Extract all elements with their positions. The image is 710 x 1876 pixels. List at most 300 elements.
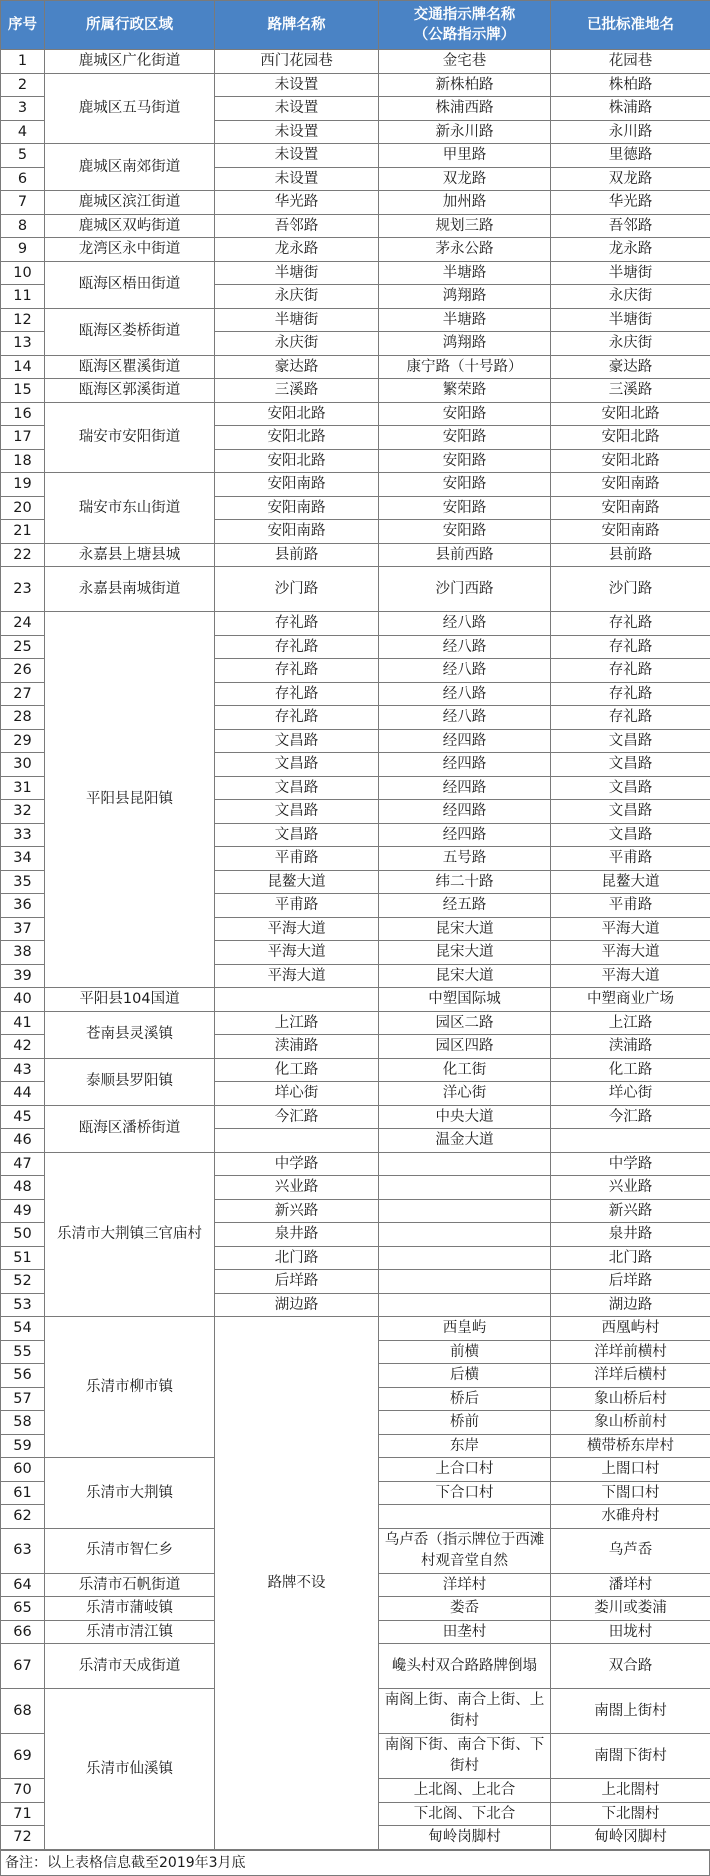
row-traffic-sign: 株浦西路 xyxy=(379,97,551,121)
row-standard-name: 豪达路 xyxy=(551,355,710,379)
header-index: 序号 xyxy=(1,1,45,50)
row-standard-name: 上閤口村 xyxy=(551,1458,710,1482)
row-road-sign: 半塘街 xyxy=(215,261,379,285)
row-traffic-sign: 经五路 xyxy=(379,894,551,918)
row-traffic-sign: 安阳路 xyxy=(379,520,551,544)
row-standard-name: 上北閤村 xyxy=(551,1779,710,1803)
table-row xyxy=(1,612,710,636)
row-traffic-sign: 安阳路 xyxy=(379,402,551,426)
row-road-sign: 存礼路 xyxy=(215,612,379,636)
row-standard-name xyxy=(551,1129,710,1153)
table-row xyxy=(1,1105,710,1129)
row-region: 永嘉县上塘县城 xyxy=(45,543,215,567)
row-region: 瓯海区梧田街道 xyxy=(45,261,215,308)
header-traffic-sign: 交通指示牌名称 （公路指示牌） xyxy=(379,1,551,50)
row-index: 38 xyxy=(1,941,45,965)
row-road-sign: 存礼路 xyxy=(215,659,379,683)
row-road-sign: 存礼路 xyxy=(215,682,379,706)
row-road-sign: 安阳北路 xyxy=(215,426,379,450)
row-index: 18 xyxy=(1,449,45,473)
table-row xyxy=(1,379,710,403)
row-standard-name: 华光路 xyxy=(551,191,710,215)
row-standard-name: 龙永路 xyxy=(551,238,710,262)
row-index: 51 xyxy=(1,1246,45,1270)
row-standard-name: 文昌路 xyxy=(551,753,710,777)
row-region: 瓯海区瞿溪街道 xyxy=(45,355,215,379)
row-region: 龙湾区永中街道 xyxy=(45,238,215,262)
row-standard-name: 株浦路 xyxy=(551,97,710,121)
row-region: 瓯海区潘桥街道 xyxy=(45,1105,215,1152)
row-standard-name: 安阳南路 xyxy=(551,496,710,520)
row-index: 63 xyxy=(1,1528,45,1573)
row-traffic-sign: 双龙路 xyxy=(379,167,551,191)
row-traffic-sign: 安阳路 xyxy=(379,449,551,473)
row-region: 鹿城区南郊街道 xyxy=(45,144,215,191)
row-region: 瑞安市东山街道 xyxy=(45,473,215,544)
row-standard-name: 南閤下街村 xyxy=(551,1734,710,1779)
row-traffic-sign: 半塘路 xyxy=(379,308,551,332)
row-standard-name: 文昌路 xyxy=(551,776,710,800)
table-row xyxy=(1,1317,710,1341)
row-traffic-sign: 经八路 xyxy=(379,706,551,730)
row-index: 11 xyxy=(1,285,45,309)
table-row xyxy=(1,988,710,1012)
row-standard-name: 南閤上街村 xyxy=(551,1689,710,1734)
row-region: 苍南县灵溪镇 xyxy=(45,1011,215,1058)
row-traffic-sign: 化工街 xyxy=(379,1058,551,1082)
row-index: 70 xyxy=(1,1779,45,1803)
table-body xyxy=(1,50,710,1850)
row-index: 19 xyxy=(1,473,45,497)
row-index: 37 xyxy=(1,917,45,941)
row-region: 乐清市清江镇 xyxy=(45,1620,215,1644)
row-index: 27 xyxy=(1,682,45,706)
row-standard-name: 存礼路 xyxy=(551,706,710,730)
row-index: 30 xyxy=(1,753,45,777)
row-standard-name: 文昌路 xyxy=(551,823,710,847)
row-road-sign: 平海大道 xyxy=(215,941,379,965)
row-road-sign: 今汇路 xyxy=(215,1105,379,1129)
row-road-sign: 渎浦路 xyxy=(215,1035,379,1059)
row-traffic-sign xyxy=(379,1270,551,1294)
row-road-sign: 兴业路 xyxy=(215,1176,379,1200)
row-standard-name: 文昌路 xyxy=(551,800,710,824)
row-standard-name: 湖边路 xyxy=(551,1293,710,1317)
row-traffic-sign: 南阁上街、南合上街、上街村 xyxy=(379,1689,551,1734)
row-index: 5 xyxy=(1,144,45,168)
table-row xyxy=(1,1011,710,1035)
row-region: 乐清市大荆镇 xyxy=(45,1458,215,1529)
row-region: 鹿城区双屿街道 xyxy=(45,214,215,238)
row-standard-name: 洋垟前横村 xyxy=(551,1340,710,1364)
row-traffic-sign xyxy=(379,1293,551,1317)
row-standard-name: 存礼路 xyxy=(551,612,710,636)
row-standard-name: 安阳南路 xyxy=(551,473,710,497)
row-standard-name: 吾邻路 xyxy=(551,214,710,238)
row-road-sign: 安阳南路 xyxy=(215,473,379,497)
table-row xyxy=(1,355,710,379)
table-row xyxy=(1,261,710,285)
row-standard-name: 平海大道 xyxy=(551,964,710,988)
row-index: 32 xyxy=(1,800,45,824)
row-region: 瑞安市安阳街道 xyxy=(45,402,215,473)
row-traffic-sign: 繁荣路 xyxy=(379,379,551,403)
row-traffic-sign: 昆宋大道 xyxy=(379,964,551,988)
row-road-sign xyxy=(215,988,379,1012)
row-index: 9 xyxy=(1,238,45,262)
row-index: 46 xyxy=(1,1129,45,1153)
row-index: 66 xyxy=(1,1620,45,1644)
row-standard-name: 下閤口村 xyxy=(551,1481,710,1505)
row-region: 泰顺县罗阳镇 xyxy=(45,1058,215,1105)
row-index: 49 xyxy=(1,1199,45,1223)
row-traffic-sign: 经八路 xyxy=(379,659,551,683)
row-traffic-sign: 昆宋大道 xyxy=(379,941,551,965)
row-index: 62 xyxy=(1,1505,45,1529)
row-region: 乐清市仙溪镇 xyxy=(45,1689,215,1850)
table-row xyxy=(1,473,710,497)
row-index: 24 xyxy=(1,612,45,636)
row-index: 54 xyxy=(1,1317,45,1341)
row-traffic-sign: 下合口村 xyxy=(379,1481,551,1505)
row-road-sign xyxy=(215,1129,379,1153)
row-road-sign: 文昌路 xyxy=(215,776,379,800)
row-standard-name: 里德路 xyxy=(551,144,710,168)
row-traffic-sign: 鸿翔路 xyxy=(379,285,551,309)
row-region: 永嘉县南城街道 xyxy=(45,567,215,612)
row-traffic-sign: 园区二路 xyxy=(379,1011,551,1035)
row-index: 29 xyxy=(1,729,45,753)
row-standard-name: 安阳北路 xyxy=(551,426,710,450)
row-standard-name: 乌芦岙 xyxy=(551,1528,710,1573)
row-index: 67 xyxy=(1,1644,45,1689)
row-index: 52 xyxy=(1,1270,45,1294)
row-standard-name: 田垅村 xyxy=(551,1620,710,1644)
row-standard-name: 新兴路 xyxy=(551,1199,710,1223)
row-index: 2 xyxy=(1,73,45,97)
row-index: 23 xyxy=(1,567,45,612)
row-index: 57 xyxy=(1,1387,45,1411)
table-row xyxy=(1,214,710,238)
row-traffic-sign: 半塘路 xyxy=(379,261,551,285)
row-index: 16 xyxy=(1,402,45,426)
row-traffic-sign xyxy=(379,1505,551,1529)
row-index: 45 xyxy=(1,1105,45,1129)
row-standard-name: 半塘街 xyxy=(551,261,710,285)
row-standard-name: 洋垟后横村 xyxy=(551,1364,710,1388)
header-region: 所属行政区域 xyxy=(45,1,215,50)
row-traffic-sign: 洋垟村 xyxy=(379,1573,551,1597)
row-road-sign: 中学路 xyxy=(215,1152,379,1176)
row-standard-name: 永庆街 xyxy=(551,285,710,309)
row-standard-name: 双龙路 xyxy=(551,167,710,191)
table-row xyxy=(1,191,710,215)
row-standard-name: 甸岭冈脚村 xyxy=(551,1826,710,1850)
header-road-sign: 路牌名称 xyxy=(215,1,379,50)
row-traffic-sign: 下北阁、下北合 xyxy=(379,1802,551,1826)
row-index: 17 xyxy=(1,426,45,450)
row-traffic-sign: 经四路 xyxy=(379,729,551,753)
row-index: 65 xyxy=(1,1597,45,1621)
row-region: 鹿城区广化街道 xyxy=(45,50,215,74)
row-region: 平阳县104国道 xyxy=(45,988,215,1012)
row-traffic-sign: 县前西路 xyxy=(379,543,551,567)
header-row xyxy=(1,1,710,50)
row-standard-name: 中学路 xyxy=(551,1152,710,1176)
row-road-sign: 平甫路 xyxy=(215,894,379,918)
row-traffic-sign xyxy=(379,1199,551,1223)
row-traffic-sign: 经四路 xyxy=(379,823,551,847)
row-index: 28 xyxy=(1,706,45,730)
row-traffic-sign: 经八路 xyxy=(379,635,551,659)
table-row xyxy=(1,1058,710,1082)
row-traffic-sign: 沙门西路 xyxy=(379,567,551,612)
row-road-sign: 安阳南路 xyxy=(215,496,379,520)
row-traffic-sign: 安阳路 xyxy=(379,473,551,497)
row-traffic-sign: 东岸 xyxy=(379,1434,551,1458)
row-index: 10 xyxy=(1,261,45,285)
row-index: 39 xyxy=(1,964,45,988)
row-region: 鹿城区滨江街道 xyxy=(45,191,215,215)
row-traffic-sign: 新永川路 xyxy=(379,120,551,144)
row-index: 7 xyxy=(1,191,45,215)
row-index: 41 xyxy=(1,1011,45,1035)
row-index: 71 xyxy=(1,1802,45,1826)
row-traffic-sign: 温金大道 xyxy=(379,1129,551,1153)
row-traffic-sign: 上合口村 xyxy=(379,1458,551,1482)
row-index: 20 xyxy=(1,496,45,520)
row-standard-name: 株柏路 xyxy=(551,73,710,97)
row-traffic-sign: 甸岭岗脚村 xyxy=(379,1826,551,1850)
row-road-sign: 未设置 xyxy=(215,73,379,97)
row-traffic-sign: 田垄村 xyxy=(379,1620,551,1644)
row-standard-name: 平甫路 xyxy=(551,847,710,871)
row-road-sign: 未设置 xyxy=(215,120,379,144)
row-standard-name: 沙门路 xyxy=(551,567,710,612)
row-standard-name: 平海大道 xyxy=(551,917,710,941)
row-standard-name: 下北閤村 xyxy=(551,1802,710,1826)
row-road-sign: 永庆街 xyxy=(215,332,379,356)
row-traffic-sign: 中央大道 xyxy=(379,1105,551,1129)
row-traffic-sign: 经四路 xyxy=(379,776,551,800)
row-index: 15 xyxy=(1,379,45,403)
row-standard-name: 三溪路 xyxy=(551,379,710,403)
row-index: 31 xyxy=(1,776,45,800)
row-traffic-sign: 昆宋大道 xyxy=(379,917,551,941)
table-row xyxy=(1,238,710,262)
row-index: 42 xyxy=(1,1035,45,1059)
row-standard-name: 花园巷 xyxy=(551,50,710,74)
row-standard-name: 安阳南路 xyxy=(551,520,710,544)
row-index: 8 xyxy=(1,214,45,238)
row-road-sign: 北门路 xyxy=(215,1246,379,1270)
row-traffic-sign xyxy=(379,1152,551,1176)
row-traffic-sign: 后横 xyxy=(379,1364,551,1388)
row-road-sign: 半塘街 xyxy=(215,308,379,332)
row-traffic-sign: 经八路 xyxy=(379,612,551,636)
row-road-sign: 华光路 xyxy=(215,191,379,215)
row-traffic-sign: 西皇屿 xyxy=(379,1317,551,1341)
row-standard-name: 横带桥东岸村 xyxy=(551,1434,710,1458)
row-index: 22 xyxy=(1,543,45,567)
row-standard-name: 上江路 xyxy=(551,1011,710,1035)
row-standard-name: 垟心街 xyxy=(551,1082,710,1106)
row-index: 36 xyxy=(1,894,45,918)
row-traffic-sign xyxy=(379,1246,551,1270)
row-index: 50 xyxy=(1,1223,45,1247)
row-traffic-sign: 南阁下街、南合下街、下街村 xyxy=(379,1734,551,1779)
row-traffic-sign: 巉头村双合路路牌倒塌 xyxy=(379,1644,551,1689)
row-region: 鹿城区五马街道 xyxy=(45,73,215,144)
row-index: 4 xyxy=(1,120,45,144)
row-index: 48 xyxy=(1,1176,45,1200)
row-index: 53 xyxy=(1,1293,45,1317)
row-road-sign: 泉井路 xyxy=(215,1223,379,1247)
row-road-sign: 安阳北路 xyxy=(215,449,379,473)
row-traffic-sign: 园区四路 xyxy=(379,1035,551,1059)
row-index: 69 xyxy=(1,1734,45,1779)
table-row xyxy=(1,50,710,74)
row-road-sign: 未设置 xyxy=(215,167,379,191)
row-traffic-sign: 洋心街 xyxy=(379,1082,551,1106)
row-standard-name: 平甫路 xyxy=(551,894,710,918)
row-region: 平阳县昆阳镇 xyxy=(45,612,215,988)
row-road-sign: 化工路 xyxy=(215,1058,379,1082)
row-standard-name: 昆鳌大道 xyxy=(551,870,710,894)
row-traffic-sign: 娄岙 xyxy=(379,1597,551,1621)
row-index: 14 xyxy=(1,355,45,379)
row-traffic-sign: 金宅巷 xyxy=(379,50,551,74)
row-region: 瓯海区郭溪街道 xyxy=(45,379,215,403)
row-index: 12 xyxy=(1,308,45,332)
row-road-sign: 存礼路 xyxy=(215,706,379,730)
row-index: 26 xyxy=(1,659,45,683)
row-traffic-sign: 安阳路 xyxy=(379,496,551,520)
row-traffic-sign: 纬二十路 xyxy=(379,870,551,894)
row-traffic-sign: 乌卢岙（指示牌位于西滩村观音堂自然 xyxy=(379,1528,551,1573)
row-index: 3 xyxy=(1,97,45,121)
row-traffic-sign: 中塑国际城 xyxy=(379,988,551,1012)
table-row xyxy=(1,543,710,567)
row-index: 72 xyxy=(1,1826,45,1850)
row-index: 56 xyxy=(1,1364,45,1388)
row-road-sign: 文昌路 xyxy=(215,729,379,753)
row-traffic-sign: 加州路 xyxy=(379,191,551,215)
row-standard-name: 北门路 xyxy=(551,1246,710,1270)
row-traffic-sign: 茅永公路 xyxy=(379,238,551,262)
row-road-sign: 平海大道 xyxy=(215,917,379,941)
row-index: 44 xyxy=(1,1082,45,1106)
row-road-sign: 路牌不设 xyxy=(215,1317,379,1850)
row-standard-name: 兴业路 xyxy=(551,1176,710,1200)
row-road-sign: 未设置 xyxy=(215,97,379,121)
row-index: 40 xyxy=(1,988,45,1012)
row-traffic-sign: 规划三路 xyxy=(379,214,551,238)
row-traffic-sign xyxy=(379,1223,551,1247)
row-standard-name: 存礼路 xyxy=(551,635,710,659)
row-region: 乐清市柳市镇 xyxy=(45,1317,215,1458)
row-road-sign: 文昌路 xyxy=(215,800,379,824)
row-index: 60 xyxy=(1,1458,45,1482)
row-road-sign: 湖边路 xyxy=(215,1293,379,1317)
row-standard-name: 化工路 xyxy=(551,1058,710,1082)
row-standard-name: 象山桥前村 xyxy=(551,1411,710,1435)
table-row xyxy=(1,1152,710,1176)
row-region: 瓯海区娄桥街道 xyxy=(45,308,215,355)
row-standard-name: 平海大道 xyxy=(551,941,710,965)
row-road-sign: 文昌路 xyxy=(215,823,379,847)
row-road-sign: 存礼路 xyxy=(215,635,379,659)
row-road-sign: 沙门路 xyxy=(215,567,379,612)
row-standard-name: 象山桥后村 xyxy=(551,1387,710,1411)
row-road-sign: 西门花园巷 xyxy=(215,50,379,74)
row-index: 59 xyxy=(1,1434,45,1458)
row-index: 68 xyxy=(1,1689,45,1734)
row-index: 33 xyxy=(1,823,45,847)
row-index: 64 xyxy=(1,1573,45,1597)
table-row xyxy=(1,567,710,612)
row-road-sign: 昆鳌大道 xyxy=(215,870,379,894)
row-road-sign: 安阳南路 xyxy=(215,520,379,544)
row-index: 61 xyxy=(1,1481,45,1505)
row-traffic-sign: 经四路 xyxy=(379,753,551,777)
table-note: 备注：以上表格信息截至2019年3月底 xyxy=(0,1850,710,1876)
row-road-sign: 安阳北路 xyxy=(215,402,379,426)
row-road-sign: 豪达路 xyxy=(215,355,379,379)
row-standard-name: 县前路 xyxy=(551,543,710,567)
row-traffic-sign: 五号路 xyxy=(379,847,551,871)
row-standard-name: 存礼路 xyxy=(551,682,710,706)
row-standard-name: 半塘街 xyxy=(551,308,710,332)
row-standard-name: 文昌路 xyxy=(551,729,710,753)
row-road-sign: 吾邻路 xyxy=(215,214,379,238)
row-standard-name: 永庆街 xyxy=(551,332,710,356)
row-index: 34 xyxy=(1,847,45,871)
row-index: 47 xyxy=(1,1152,45,1176)
row-traffic-sign xyxy=(379,1176,551,1200)
row-index: 58 xyxy=(1,1411,45,1435)
row-region: 乐清市大荆镇三官庙村 xyxy=(45,1152,215,1317)
row-index: 21 xyxy=(1,520,45,544)
row-index: 43 xyxy=(1,1058,45,1082)
row-road-sign: 县前路 xyxy=(215,543,379,567)
row-standard-name: 娄川或娄浦 xyxy=(551,1597,710,1621)
row-region: 乐清市智仁乡 xyxy=(45,1528,215,1573)
row-standard-name: 安阳北路 xyxy=(551,402,710,426)
table-row xyxy=(1,402,710,426)
row-standard-name: 西凰屿村 xyxy=(551,1317,710,1341)
row-road-sign: 垟心街 xyxy=(215,1082,379,1106)
row-index: 1 xyxy=(1,50,45,74)
row-road-sign: 文昌路 xyxy=(215,753,379,777)
row-road-sign: 后垟路 xyxy=(215,1270,379,1294)
row-road-sign: 平甫路 xyxy=(215,847,379,871)
row-road-sign: 龙永路 xyxy=(215,238,379,262)
row-standard-name: 永川路 xyxy=(551,120,710,144)
row-traffic-sign: 安阳路 xyxy=(379,426,551,450)
row-standard-name: 泉井路 xyxy=(551,1223,710,1247)
row-index: 35 xyxy=(1,870,45,894)
row-standard-name: 渎浦路 xyxy=(551,1035,710,1059)
row-standard-name: 存礼路 xyxy=(551,659,710,683)
row-traffic-sign: 新株柏路 xyxy=(379,73,551,97)
row-traffic-sign: 鸿翔路 xyxy=(379,332,551,356)
row-traffic-sign: 桥后 xyxy=(379,1387,551,1411)
row-region: 乐清市蒲岐镇 xyxy=(45,1597,215,1621)
row-road-sign: 三溪路 xyxy=(215,379,379,403)
row-region: 乐清市石帆街道 xyxy=(45,1573,215,1597)
row-standard-name: 潘垟村 xyxy=(551,1573,710,1597)
